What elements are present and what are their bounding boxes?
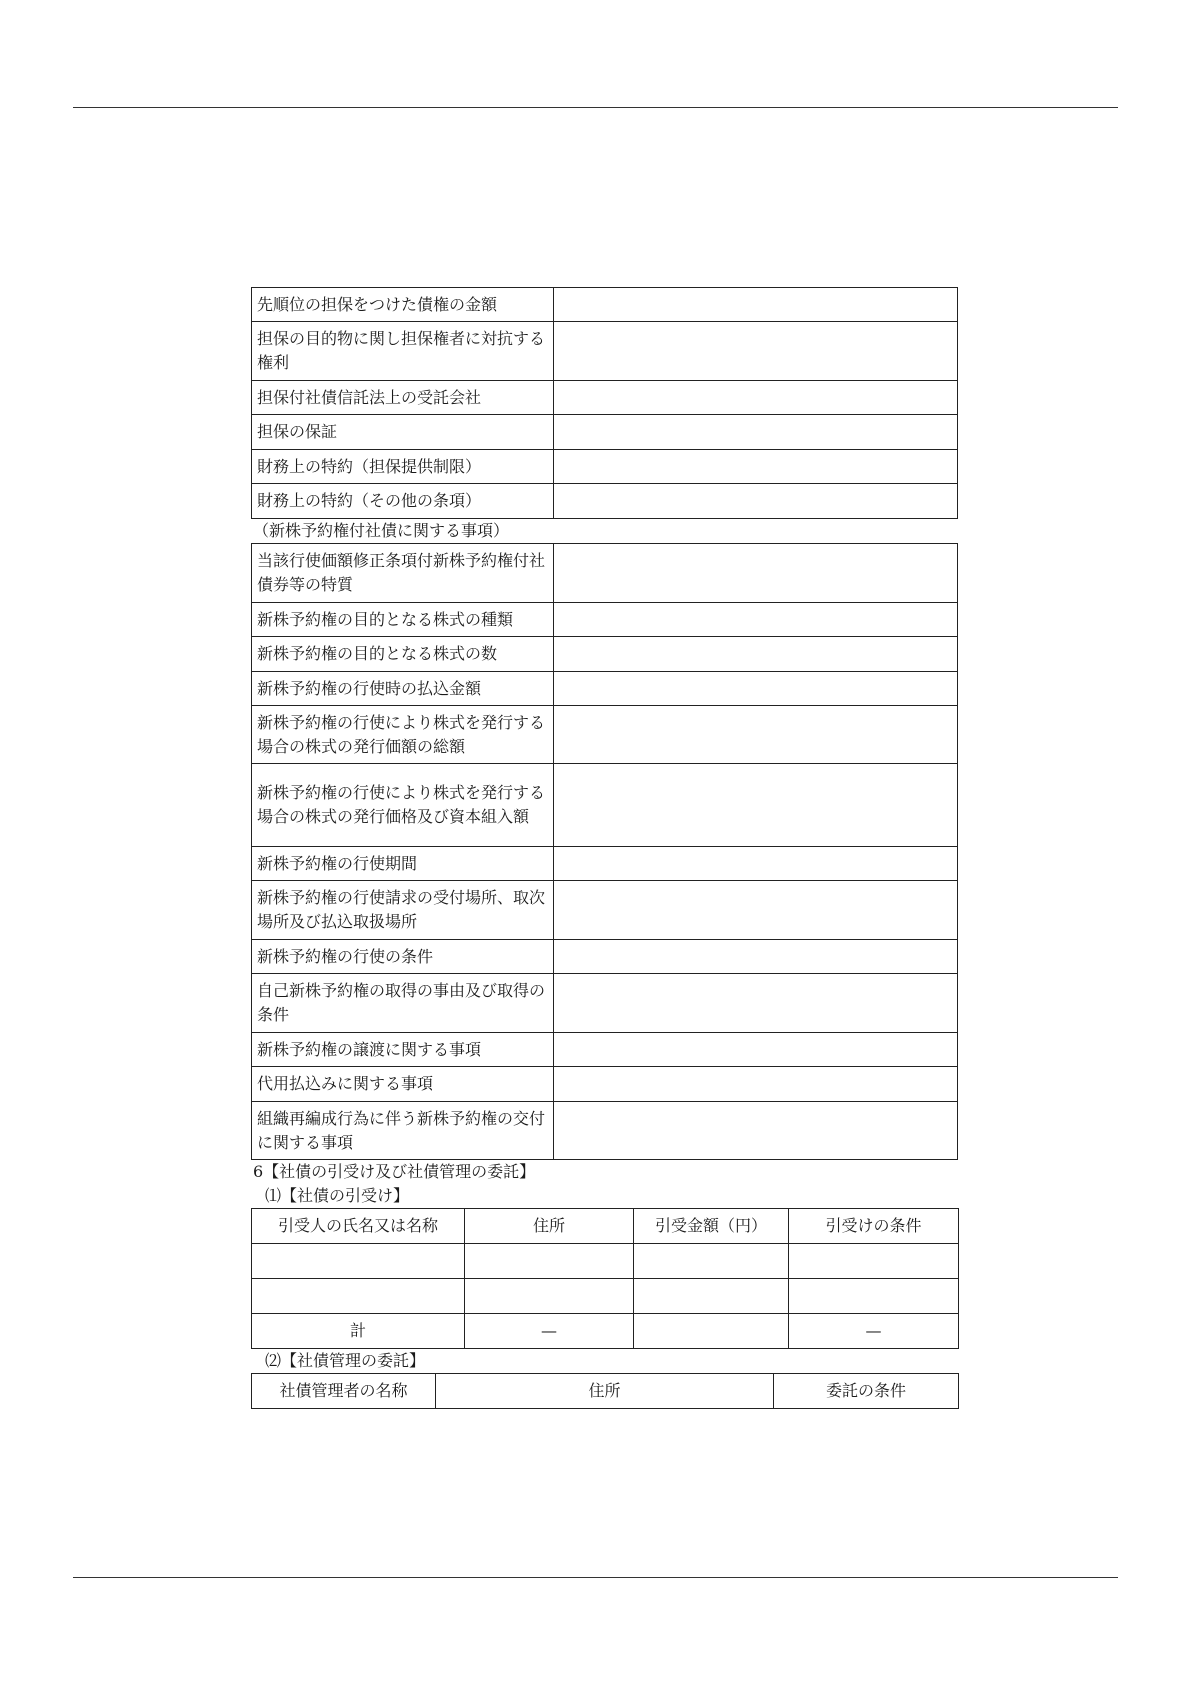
row-label: 新株予約権の行使期間	[252, 847, 554, 881]
table-row	[252, 847, 958, 881]
row-value	[554, 940, 958, 974]
col-header-amount: 引受金額（円）	[634, 1209, 789, 1244]
row-value	[554, 672, 958, 706]
row-value	[554, 544, 958, 603]
table-row	[252, 1244, 959, 1279]
underwriting-heading: ⑴【社債の引受け】	[265, 1186, 410, 1205]
table-row	[252, 415, 958, 450]
table-row	[252, 881, 958, 940]
table-row	[252, 288, 958, 322]
row-value	[554, 974, 958, 1033]
cell	[634, 1279, 789, 1314]
table-row	[252, 603, 958, 637]
management-heading: ⑵【社債管理の委託】	[265, 1351, 426, 1370]
row-value	[554, 1033, 958, 1067]
table-row	[252, 1102, 958, 1160]
cell	[465, 1244, 634, 1279]
row-value	[554, 288, 958, 322]
total-terms: —	[789, 1314, 959, 1349]
total-row	[252, 1314, 959, 1349]
table-row	[252, 1067, 958, 1102]
col-header-terms: 引受けの条件	[789, 1209, 959, 1244]
cell	[789, 1279, 959, 1314]
col-header-underwriter: 引受人の氏名又は名称	[252, 1209, 465, 1244]
cell	[634, 1244, 789, 1279]
table-row	[252, 1033, 958, 1067]
row-label: 新株予約権の行使により株式を発行する場合の株式の発行価額の総額	[252, 706, 554, 764]
table-row	[252, 450, 958, 484]
row-label: 新株予約権の目的となる株式の種類	[252, 603, 554, 637]
table-row	[252, 940, 958, 974]
management-table	[251, 1373, 959, 1409]
underwriting-table	[251, 1208, 959, 1349]
row-label: 担保付社債信託法上の受託会社	[252, 381, 554, 415]
row-label: 財務上の特約（その他の条項）	[252, 484, 554, 519]
row-value	[554, 764, 958, 847]
table-row	[252, 1279, 959, 1314]
bottom-rule	[73, 1577, 1118, 1578]
row-label: 代用払込みに関する事項	[252, 1067, 554, 1102]
row-label: 組織再編成行為に伴う新株予約権の交付に関する事項	[252, 1102, 554, 1160]
row-label: 財務上の特約（担保提供制限）	[252, 450, 554, 484]
warrant-table	[251, 543, 958, 1160]
row-value	[554, 1102, 958, 1160]
table-row	[252, 544, 958, 603]
row-value	[554, 450, 958, 484]
row-value	[554, 706, 958, 764]
table-row	[252, 381, 958, 415]
table-row	[252, 672, 958, 706]
col-header-manager-name: 社債管理者の名称	[252, 1374, 436, 1409]
top-rule	[73, 107, 1118, 108]
col-header-terms: 委託の条件	[774, 1374, 959, 1409]
total-label: 計	[252, 1314, 465, 1349]
col-header-address: 住所	[465, 1209, 634, 1244]
section6-heading: 6【社債の引受け及び社債管理の委託】	[253, 1162, 536, 1181]
table-row	[252, 706, 958, 764]
table-row	[252, 484, 958, 519]
total-address: —	[465, 1314, 634, 1349]
cell	[465, 1279, 634, 1314]
row-value	[554, 603, 958, 637]
row-value	[554, 847, 958, 881]
cell	[252, 1244, 465, 1279]
row-label: 自己新株予約権の取得の事由及び取得の条件	[252, 974, 554, 1033]
row-label: 当該行使価額修正条項付新株予約権付社債券等の特質	[252, 544, 554, 603]
table-row	[252, 764, 958, 847]
row-label: 新株予約権の目的となる株式の数	[252, 637, 554, 672]
row-label: 新株予約権の行使により株式を発行する場合の株式の発行価格及び資本組入額	[252, 764, 554, 847]
row-label: 先順位の担保をつけた債権の金額	[252, 288, 554, 322]
row-label: 新株予約権の行使請求の受付場所、取次場所及び払込取扱場所	[252, 881, 554, 940]
row-value	[554, 1067, 958, 1102]
col-header-address: 住所	[436, 1374, 774, 1409]
table-header-row	[252, 1374, 959, 1409]
row-label: 担保の保証	[252, 415, 554, 450]
table-header-row	[252, 1209, 959, 1244]
table-row	[252, 974, 958, 1033]
row-value	[554, 322, 958, 381]
row-label: 新株予約権の行使時の払込金額	[252, 672, 554, 706]
total-amount	[634, 1314, 789, 1349]
row-label: 新株予約権の譲渡に関する事項	[252, 1033, 554, 1067]
row-value	[554, 484, 958, 519]
warrant-heading: （新株予約権付社債に関する事項）	[253, 521, 510, 540]
row-value	[554, 381, 958, 415]
row-value	[554, 881, 958, 940]
row-label: 担保の目的物に関し担保権者に対抗する権利	[252, 322, 554, 381]
row-value	[554, 637, 958, 672]
cell	[789, 1244, 959, 1279]
security-table	[251, 287, 958, 519]
row-label: 新株予約権の行使の条件	[252, 940, 554, 974]
table-row	[252, 322, 958, 381]
row-value	[554, 415, 958, 450]
table-row	[252, 637, 958, 672]
cell	[252, 1279, 465, 1314]
document-body	[251, 287, 958, 1409]
